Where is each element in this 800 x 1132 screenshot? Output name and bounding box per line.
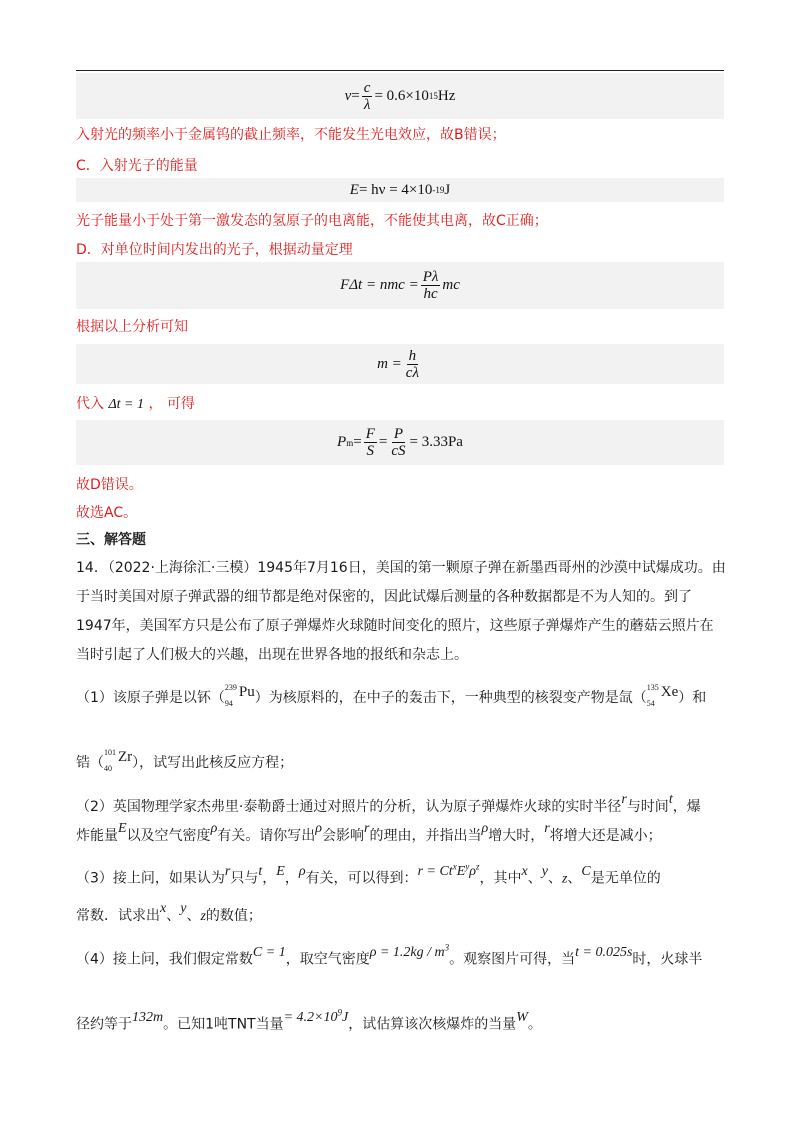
formula-lhs: r = Ct (417, 863, 453, 879)
unit: J (444, 181, 451, 198)
text: 径约等于 (76, 1016, 132, 1033)
denominator: λ (363, 96, 371, 113)
text: 、 (186, 908, 201, 924)
question-part-3-line-1 (76, 861, 726, 890)
question-part-3-line-2 (76, 901, 726, 927)
atomic-number: 40 (104, 764, 112, 773)
exponent-y: y (465, 861, 470, 871)
numerator: h (408, 347, 417, 364)
var-y: y (180, 901, 187, 916)
text: 增大时， (488, 828, 545, 844)
denominator: hc (423, 286, 438, 302)
text: 常数．试求出 (76, 908, 160, 924)
question-intro: 14．（2022·上海徐汇·三模）1945年7月16日，美国的第一颗原子弹在新墨西哥州的沙漠中试爆成功。由于当时美国对原子弹武器的细节都是绝对保密的，因此试爆后测量的各种数据都是不为人知的。到了1947年，美国军方只是公布了原子弹爆炸火球随时间变化的照片，这些原子弹爆炸产生的蘑菇云照片在当时引起了人们极大的兴趣，出现在世界各地的报纸和杂志上。 (76, 560, 726, 663)
var-E: E (456, 863, 466, 879)
question-part-1-line-2 (76, 748, 726, 774)
numerator: F (365, 426, 375, 442)
denominator: cS (391, 443, 406, 459)
var-rho: ρ (481, 821, 489, 836)
var-C: C (581, 863, 591, 879)
text: 的数值； (205, 908, 262, 924)
fraction-p-lambda-over-hc (421, 269, 441, 302)
solution-line-d: 故D错误。 (76, 477, 143, 493)
text: 锆（ (76, 755, 104, 771)
element-symbol: Pu (238, 684, 255, 700)
solution-line-answer: 故选AC。 (76, 505, 138, 521)
var-rho: ρ (298, 863, 306, 879)
pressure-value: = 3.33Pa (409, 434, 463, 450)
var-W: W (516, 1009, 528, 1025)
text: 。已知1吨TNT当量 (163, 1016, 284, 1033)
text: 。观察图片可得，当 (449, 951, 576, 968)
text: ）和 (678, 690, 707, 706)
atomic-number: 94 (224, 699, 233, 708)
formula-energy (350, 182, 450, 199)
solution-line-b: 入射光的频率小于金属钨的截止频率，不能发生光电效应，故B错误； (76, 127, 506, 143)
subscript-m: m (346, 437, 354, 448)
exponent: -19 (432, 185, 445, 195)
unit: Hz (437, 87, 456, 104)
text: 会影响 (322, 828, 365, 844)
formula-box-mass (76, 344, 724, 384)
formula-box-momentum (76, 262, 724, 309)
var-rho: ρ (210, 821, 218, 836)
delta-t-equals-one: Δt = 1 (108, 397, 145, 412)
formula-box-frequency (76, 73, 724, 119)
formula-r-ct-e-rho (417, 861, 480, 879)
symbol-E: E (349, 181, 359, 198)
solution-line-c: 光子能量小于处于第一激发态的氢原子的电离能，不能使其电离，故C正确； (76, 213, 548, 229)
value: = 0.6×10 (374, 87, 429, 104)
radius-value: 132m (132, 1009, 164, 1025)
var-E: E (118, 821, 127, 836)
solution-line-analysis: 根据以上分析可知 (76, 319, 188, 335)
var-t: t (668, 792, 673, 807)
var-r: r (224, 863, 231, 879)
text: 、 (527, 870, 542, 887)
exponent: 9 (337, 1007, 343, 1017)
text: ，试估算该次核爆炸的当量 (348, 1016, 517, 1033)
text: 有关。请你写出 (217, 828, 316, 844)
var-x: x (160, 901, 167, 916)
equals: = (378, 434, 388, 450)
solution-line-c-heading: C．入射光子的能量 (76, 158, 198, 174)
nuclide-pu (224, 683, 255, 709)
var-t: t (258, 863, 263, 879)
var-r: r (364, 821, 370, 836)
text: 的理由，并指出当 (369, 828, 482, 844)
text: （1）该原子弹是以钚（ (76, 690, 225, 706)
atomic-number: 54 (646, 699, 655, 708)
var-r: r (544, 821, 550, 836)
var-E: E (276, 863, 285, 879)
energy-expression: = hν = 4×10 (358, 181, 433, 198)
text: ），试写出此核反应方程； (132, 755, 294, 771)
formula-box-pressure (76, 420, 724, 465)
momentum-lhs: FΔt = nmc = (340, 277, 419, 293)
energy-expression: = 4.2×10 (283, 1009, 338, 1025)
equals: = (351, 87, 360, 104)
text: 只与 (230, 870, 259, 887)
text: 炸能量 (76, 828, 118, 844)
text: ， (284, 870, 299, 887)
formula-frequency (345, 80, 456, 113)
var-r: r (621, 792, 627, 807)
numerator: P (393, 426, 403, 442)
numerator: c (363, 79, 371, 96)
text: ）为核原料的，在中子的轰击下，一种典型的核裂变产物是氙（ (254, 690, 647, 706)
mass-lhs: m = (377, 355, 402, 372)
mass-number: 135 (646, 683, 659, 692)
equals: = (353, 434, 362, 450)
question-part-4-line-1 (76, 942, 726, 971)
question-part-4-line-2 (76, 1007, 726, 1036)
text: 、 (567, 870, 582, 887)
text: 将增大还是减小； (549, 828, 662, 844)
fraction-p-over-cs (389, 426, 407, 459)
question-part-2-line-1 (76, 792, 726, 818)
text: ，爆 (672, 799, 701, 815)
mass-number: 101 (104, 748, 116, 757)
text: （4）接上问，我们假定常数 (76, 951, 253, 968)
question-part-2-line-2 (76, 821, 726, 847)
fraction-c-over-lambda (362, 80, 373, 113)
solution-line-substitute (76, 394, 195, 415)
formula-momentum (340, 269, 460, 302)
nuclide-xe (646, 683, 679, 709)
section-title: 三、解答题 (76, 532, 146, 548)
unit: J (342, 1009, 349, 1025)
formula-box-energy (76, 178, 724, 202)
denominator: cλ (405, 364, 419, 381)
exponent: 3 (444, 942, 450, 952)
tnt-energy-value (283, 1007, 349, 1025)
momentum-rhs: mc (442, 277, 460, 293)
var-z: z (561, 871, 568, 887)
text: 、 (166, 908, 181, 924)
formula-pressure (337, 426, 463, 459)
result-label: ， 可得 (148, 396, 195, 412)
numerator: Pλ (422, 269, 439, 285)
air-density-value (369, 942, 450, 960)
density-expression: ρ = 1.2kg / m (369, 944, 445, 960)
text: 与时间 (626, 799, 669, 815)
time-value: t = 0.025s (575, 944, 633, 960)
text: 以及空气密度 (126, 828, 211, 844)
var-y: y (541, 863, 548, 879)
element-symbol: Xe (660, 684, 679, 700)
symbol-nu: ν (344, 87, 352, 104)
nuclide-zr (104, 748, 133, 774)
constant-c-equals-1: C = 1 (252, 944, 286, 960)
mass-number: 239 (224, 683, 237, 692)
text: ， (262, 870, 277, 887)
text: （3）接上问，如果认为 (76, 870, 225, 887)
symbol-P: P (337, 434, 347, 450)
text: ，取空气密度 (285, 951, 370, 968)
denominator: S (366, 443, 375, 459)
text: 、 (547, 870, 562, 887)
exponent: 15 (428, 91, 438, 101)
formula-mass (377, 348, 423, 381)
element-symbol: Zr (118, 749, 133, 765)
question-part-1-line-1 (76, 683, 726, 709)
exponent-z: z (475, 861, 480, 871)
text: ，其中 (479, 870, 522, 887)
var-z: z (200, 909, 206, 924)
fraction-f-over-s (364, 426, 377, 459)
text: 是无单位的 (590, 870, 661, 887)
text: 有关，可以得到： (305, 870, 418, 887)
text: 时，火球半 (632, 951, 703, 968)
text: （2）英国物理学家杰弗里·泰勒爵士通过对照片的分析，认为原子弹爆炸火球的实时半径 (76, 799, 622, 815)
fraction-h-over-c-lambda (404, 348, 421, 381)
solution-line-d-heading: D．对单位时间内发出的光子，根据动量定理 (76, 242, 353, 258)
substitute-label: 代入 (76, 396, 104, 412)
header-rule (76, 70, 724, 71)
var-rho: ρ (315, 821, 323, 836)
text: 。 (527, 1016, 542, 1033)
var-x: x (521, 863, 528, 879)
var-rho: ρ (469, 863, 476, 879)
exponent-x: x (452, 861, 457, 871)
